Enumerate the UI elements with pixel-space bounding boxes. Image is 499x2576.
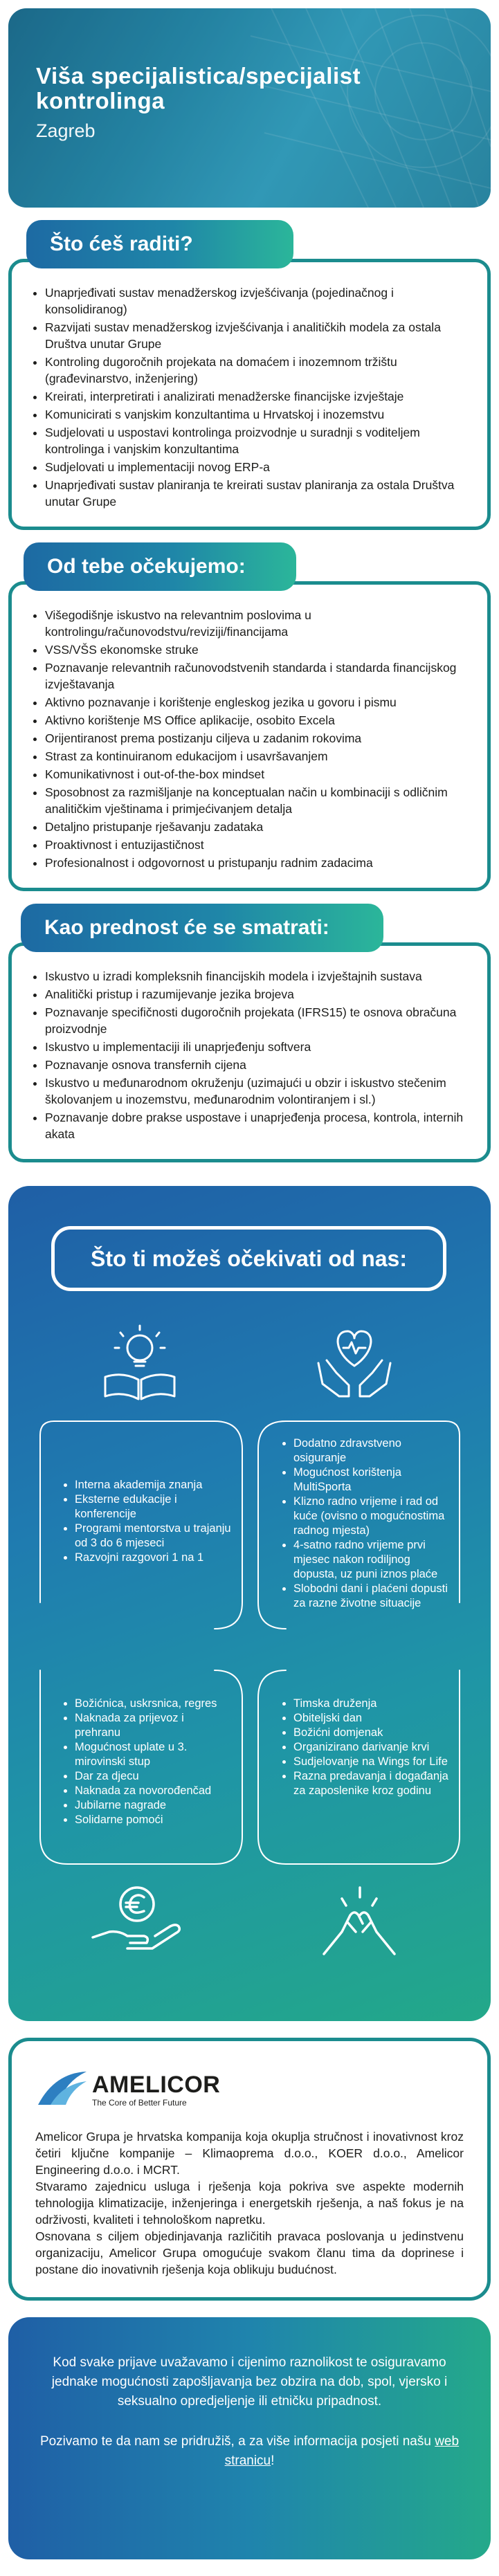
- advantages-list: [45, 968, 472, 1142]
- euro-hand-icon: [89, 1882, 185, 1958]
- company-paragraph: Stvaramo zajednicu usluga i rješenja koja pokriva sve aspekte modernih tehnologija klimatizacije, inženjeringa i energetskih rješenja, a naš fokus je na održivosti, kvaliteti i tehnološkom napretku.: [35, 2180, 464, 2227]
- list-item: • Razvijati sustav menadžerskog izvješćivanja i analitičkih modela za ostala Društva unutar Grupe: [45, 319, 472, 352]
- list-item: • Božićni domjenak: [293, 1726, 451, 1740]
- list-item: • Sposobnost za razmišljanje na konceptualan način u kombinaciji s odličnim analitičkim vještinama i primjećivanjem detalja: [45, 784, 472, 817]
- advantages-box: [8, 942, 491, 1162]
- section-title-advantages: Kao prednost će se smatrati:: [21, 904, 383, 952]
- list-item: • 4-satno radno vrijeme prvi mjesec nakon rodiljnog dopusta, uz puni iznos plaće: [293, 1538, 451, 1582]
- footer-panel: [8, 2317, 491, 2559]
- section-advantages: [8, 904, 491, 1162]
- list-item: • Razna predavanja i događanja za zaposlenike kroz godinu: [293, 1769, 451, 1798]
- list-item: • Razvojni razgovori 1 na 1: [75, 1551, 233, 1565]
- list-item: • Sudjelovanje na Wings for Life: [293, 1755, 451, 1769]
- list-item: • Eksterne edukacije i konferencije: [75, 1492, 233, 1522]
- list-item: • Božićnica, uskrsnica, regres: [75, 1697, 233, 1711]
- list-item: • Iskustvo u implementaciji ili unaprjeđenju softvera: [45, 1039, 472, 1055]
- list-item: • Sudjelovati u uspostavi kontrolinga proizvodnje u suradnji s voditeljem kontrolinga i vanjskim konzultantima: [45, 424, 472, 457]
- list-item: • Timska druženja: [293, 1697, 451, 1711]
- benefits-education: [60, 1478, 233, 1565]
- list-item: • Aktivno poznavanje i korištenje engleskog jezika u govoru i pismu: [45, 694, 472, 711]
- list-item: • Unaprjeđivati sustav menadžerskog izvješćivanja (pojedinačnog i konsolidiranog): [45, 284, 472, 318]
- list-item: • Komunicirati s vanjskim konzultantima u Hrvatskoj i inozemstvu: [45, 406, 472, 423]
- list-item: • Mogućnost korištenja MultiSporta: [293, 1465, 451, 1495]
- list-item: • Poznavanje specifičnosti dugoročnih projekata (IFRS15) te osnova obračuna proizvodnje: [45, 1004, 472, 1037]
- list-item: • Dar za djecu: [75, 1769, 233, 1784]
- requirements-list: [45, 607, 472, 871]
- list-item: • Organizirano darivanje krvi: [293, 1740, 451, 1755]
- list-item: • Orijentiranost prema postizanju ciljeva u zadanim rokovima: [45, 730, 472, 747]
- list-item: • VSS/VŠS ekonomske struke: [45, 641, 472, 658]
- list-item: • Sudjelovati u implementaciji novog ERP-a: [45, 459, 472, 475]
- list-item: • Poznavanje relevantnih računovodstvenih standarda i standarda financijskog izvještavanja: [45, 659, 472, 693]
- website-link[interactable]: web stranicu: [224, 2434, 460, 2468]
- company-logo: [35, 2069, 464, 2109]
- section-responsibilities: [8, 220, 491, 530]
- list-item: • Poznavanje dobre prakse uspostave i unaprjeđenja procesa, kontrola, internih akata: [45, 1109, 472, 1142]
- section-title-requirements: Od tebe očekujemo:: [24, 542, 296, 591]
- company-paragraph: Amelicor Grupa je hrvatska kompanija koja okuplja stručnost i inovativnost kroz četiri ključne kompanije – Klimaoprema d.o.o., KOER d.o.o., Amelicor Engineering d.o.o. i MCRT.: [35, 2130, 464, 2177]
- job-location: Zagreb: [36, 120, 96, 141]
- list-item: • Jubilarne nagrade: [75, 1798, 233, 1813]
- logo-tagline: The Core of Better Future: [92, 2098, 187, 2108]
- diversity-statement: Kod svake prijave uvažavamo i cijenimo raznolikost te osiguravamo jednake mogućnosti zapošljavanja bez obzira na dob, spol, vjersko i seksualno opredjeljenje ili etničku pripadnost.: [51, 2355, 448, 2409]
- list-item: • Unaprjeđivati sustav planiranja te kreirati sustav planiranja za ostala Društva unutar Grupe: [45, 477, 472, 510]
- list-item: • Iskustvo u međunarodnom okruženju (uzimajući u obzir i iskustvo stečenim školovanjem u inozemstvu, međunarodnim volontiranjem i sl.): [45, 1075, 472, 1108]
- hero-banner: [8, 8, 491, 208]
- requirements-box: [8, 581, 491, 891]
- list-item: • Slobodni dani i plaćeni dopusti za razne životne situacije: [293, 1582, 451, 1611]
- section-title-responsibilities: Što ćeš raditi?: [26, 220, 293, 268]
- list-item: • Dodatno zdravstveno osiguranje: [293, 1436, 451, 1465]
- list-item: • Programi mentorstva u trajanju od 3 do 6 mjeseci: [75, 1522, 233, 1551]
- invite-text-body: Pozivamo te da nam se pridružiš, a za više informacija posjeti našu: [39, 2434, 435, 2449]
- benefits-title: Što ti možeš očekivati od nas:: [51, 1226, 446, 1291]
- list-item: • Detaljno pristupanje rješavanju zadataka: [45, 819, 472, 835]
- benefits-team: [278, 1697, 451, 1798]
- benefits-money: [60, 1697, 233, 1827]
- company-info: [8, 2038, 491, 2301]
- list-item: • Obiteljski dan: [293, 1711, 451, 1726]
- list-item: • Naknada za novorođenčad: [75, 1784, 233, 1798]
- job-title: [36, 64, 463, 113]
- amelicor-logo-icon: [35, 2069, 89, 2109]
- list-item: • Strast za kontinuiranom edukacijom i usavršavanjem: [45, 748, 472, 765]
- list-item: • Višegodišnje iskustvo na relevantnim poslovima u kontrolingu/računovodstvu/reviziji/financijama: [45, 607, 472, 640]
- job-title-line1: Viša specijalistica/specijalist: [36, 63, 361, 89]
- logo-name: AMELICOR: [92, 2072, 221, 2098]
- list-item: • Profesionalnost i odgovornost u pristupanju radnim zadacima: [45, 855, 472, 871]
- list-item: • Naknada za prijevoz i prehranu: [75, 1711, 233, 1740]
- company-paragraph: Osnovana s ciljem objedinjavanja različitih pravaca poslovanja u jedinstvenu organizaciju, Amelicor Grupa omogućuje svakom članu tima da doprinese i postane dio inovativnih rješenja koja oblikuju budućnost.: [35, 2229, 464, 2276]
- benefits-panel: [8, 1186, 491, 2021]
- list-item: • Poznavanje osnova transfernih cijena: [45, 1057, 472, 1073]
- invite-text-end: !: [271, 2454, 275, 2468]
- list-item: • Aktivno korištenje MS Office aplikacije, osobito Excela: [45, 712, 472, 729]
- list-item: • Solidarne pomoći: [75, 1813, 233, 1827]
- list-item: • Kreirati, interpretirati i analizirati menadžerske financijske izvještaje: [45, 388, 472, 405]
- invite-text: [37, 2432, 462, 2471]
- handshake-icon: [314, 1878, 404, 1961]
- list-item: • Kontroling dugoročnih projekata na domaćem i inozemnom tržištu (građevinarstvo, inženjering): [45, 354, 472, 387]
- hands-heart-icon: [313, 1322, 396, 1405]
- responsibilities-list: [45, 284, 472, 510]
- list-item: • Iskustvo u izradi kompleksnih financijskih modela i izvještajnih sustava: [45, 968, 472, 985]
- section-requirements: [8, 542, 491, 891]
- job-title-line2: kontrolinga: [36, 88, 165, 113]
- list-item: • Klizno radno vrijeme i rad od kuće (ovisno o mogućnostima radnog mjesta): [293, 1495, 451, 1538]
- list-item: • Proaktivnost i entuzijastičnost: [45, 837, 472, 853]
- list-item: • Analitički pristup i razumijevanje jezika brojeva: [45, 986, 472, 1003]
- responsibilities-box: [8, 259, 491, 530]
- list-item: • Komunikativnost i out-of-the-box mindset: [45, 766, 472, 783]
- list-item: • Mogućnost uplate u 3. mirovinski stup: [75, 1740, 233, 1769]
- book-lightbulb-icon: [98, 1322, 181, 1405]
- benefits-health: [278, 1436, 451, 1611]
- list-item: • Interna akademija znanja: [75, 1478, 233, 1492]
